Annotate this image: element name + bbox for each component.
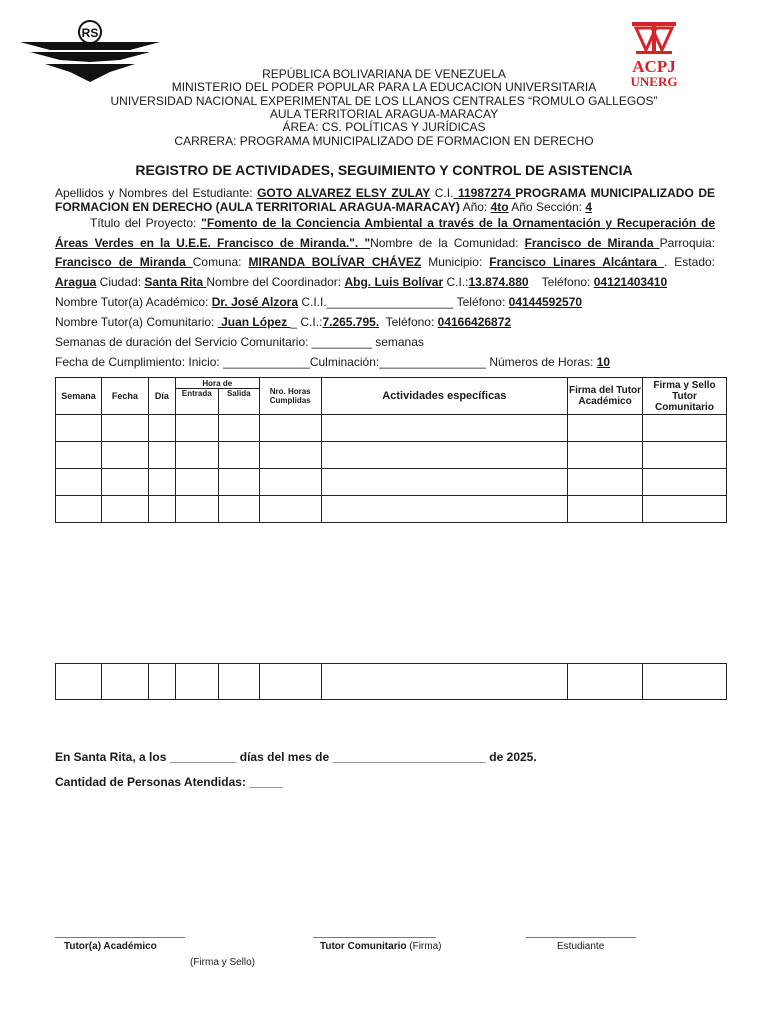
table-cell[interactable] [259,415,321,442]
community-value: Francisco de Miranda [524,235,660,250]
table-cell[interactable] [218,442,259,469]
table-cell[interactable] [568,415,643,442]
logo-left-text: RS [81,26,99,40]
table-cell[interactable] [101,664,148,700]
col-header-dia: Día [148,378,175,415]
tutor-community-tel-label: Teléfono: [379,315,438,329]
coordinator-tel-label: Teléfono: [528,274,594,289]
table-row [56,496,727,523]
activities-table [55,377,727,523]
table-row [56,415,727,442]
section-value: 4 [585,200,592,214]
coordinator-name: Abg. Luis Bolívar [344,274,444,289]
signature-label-firma-sello: (Firma y Sello) [190,957,256,968]
project-title: "Fomento de la Conciencia Ambiental a través de la Ornamentación y Recuperación de Áreas Verdes en la U.E.E. Francisco de Miranda.". " [55,216,716,250]
table-row [56,442,727,469]
col-header-fecha: Fecha [101,378,148,415]
table-cell[interactable] [101,415,148,442]
table-cell[interactable] [321,664,568,700]
table-cell[interactable] [259,496,321,523]
table-cell[interactable] [218,664,259,700]
student-label: Apellidos y Nombres del Estudiante: [55,186,258,200]
tutor-academic-line [55,293,715,313]
header-line-4: AULA TERRITORIAL ARAGUA-MARACAY [269,107,499,121]
hours-value: 10 [596,355,611,369]
dates-text: Fecha de Cumplimiento: Inicio: _____________Culminación:________________ Números de Horas: [55,355,597,369]
project-info-paragraph [55,214,715,292]
tutor-community-line [55,313,715,333]
signature-line-estudiante [526,937,636,938]
comuna-label: Comuna: [192,255,249,269]
header-line-1: REPÚBLICA BOLIVARIANA DE VENEZUELA [262,67,506,81]
table-cell[interactable] [259,442,321,469]
tutor-community-tel: 04166426872 [437,315,512,329]
table-cell[interactable] [259,664,321,700]
weeks-line: Semanas de duración del Servicio Comunitario: _________ semanas [55,335,424,349]
table-cell[interactable] [148,496,175,523]
table-cell[interactable] [148,664,175,700]
col-header-nro-horas: Nro. Horas Cumplidas [259,378,321,415]
col-header-firma-tutor: Firma del Tutor Académico [568,378,643,415]
table-cell[interactable] [56,442,102,469]
col-header-entrada: Entrada [175,389,218,415]
table-cell[interactable] [56,415,102,442]
table-row [56,664,727,700]
program-name: PROGRAMA MUNICIPALIZADO DE FORMACION EN DERECHO [55,186,715,214]
table-cell[interactable] [56,664,102,700]
table-cell[interactable] [643,442,727,469]
tutor-academic-label: Nombre Tutor(a) Académico: [55,295,212,309]
col-header-firma-sello: Firma y Sello Tutor Comunitario [643,378,727,415]
table-cell[interactable] [56,469,102,496]
header-line-5: ÁREA: CS. POLÍTICAS Y JURÍDICAS [282,120,486,134]
col-header-semana: Semana [56,378,102,415]
header-line-6: CARRERA: PROGRAMA MUNICIPALIZADO DE FORMACION EN DERECHO [174,134,594,148]
tutor-comunitario-text: Tutor Comunitario [320,941,407,952]
col-header-hora-de: Hora de [175,378,259,389]
col-header-salida: Salida [218,389,259,415]
table-cell[interactable] [56,496,102,523]
table-cell[interactable] [321,496,567,523]
dates-line [55,353,715,373]
table-cell[interactable] [101,496,148,523]
table-cell[interactable] [568,496,643,523]
place-date-line: En Santa Rita, a los __________ días del mes de _______________________ de 2025. [55,750,537,764]
table-cell[interactable] [218,469,259,496]
table-cell[interactable] [259,469,321,496]
table-cell[interactable] [643,415,727,442]
table-cell[interactable] [148,415,175,442]
coordinator-tel: 04121403410 [593,274,668,289]
municipio-label: Municipio: [421,255,490,269]
table-cell[interactable] [643,496,727,523]
table-cell[interactable] [218,415,259,442]
table-cell[interactable] [175,442,218,469]
aula-name: (AULA TERRITORIAL ARAGUA-MARACAY) [212,200,460,214]
firma-text: (Firma) [406,941,442,952]
signature-label-tutor-academico: Tutor(a) Académico [64,941,157,952]
tutor-community-ci: 7.265.795. [322,315,380,329]
coordinator-ci: 13.874.880 [468,274,529,289]
table-cell[interactable] [175,496,218,523]
table-cell[interactable] [101,469,148,496]
tutor-academic-tel-label: Teléfono: [453,295,509,309]
parish-label: Parroquia: [659,235,716,250]
student-info-paragraph [55,186,715,214]
table-cell[interactable] [321,415,567,442]
ciudad-value: Santa Rita [144,274,207,289]
signature-line-tutor-comunitario [313,937,436,938]
people-attended-line: Cantidad de Personas Atendidas: _____ [55,775,283,789]
table-cell[interactable] [148,442,175,469]
student-name: GOTO ALVAREZ ELSY ZULAY [257,186,431,200]
document-title: REGISTRO DE ACTIVIDADES, SEGUIMIENTO Y CONTROL DE ASISTENCIA [135,162,633,178]
table-cell[interactable] [175,415,218,442]
table-row [56,469,727,496]
project-label: Título del Proyecto: [90,216,202,230]
signature-label-estudiante: Estudiante [557,941,605,952]
tutor-community-ci-label: _ C.I.: [290,315,323,329]
table-cell[interactable] [321,469,567,496]
tutor-community-label: Nombre Tutor(a) Comunitario: [55,315,218,329]
table-cell[interactable] [568,442,643,469]
tutor-academic-ci-label: C.I.I. [298,295,327,309]
year-value: 4to [490,200,509,214]
parish-value: Francisco de Miranda [55,255,193,269]
coordinator-ci-label: C.I.: [443,274,469,289]
signature-line-tutor-academico [55,937,185,938]
estado-value: Aragua [55,274,97,289]
municipio-value: Francisco Linares Alcántara [489,255,664,269]
col-header-actividades: Actividades específicas [321,378,567,415]
logo-acpj-text: ACPJ [632,57,676,76]
signature-label-tutor-comunitario [320,941,441,952]
section-label: Año Sección: [508,200,586,214]
activities-table-continuation [55,663,727,700]
table-cell[interactable] [175,469,218,496]
table-cell[interactable] [643,469,727,496]
tutor-community-name: Juan López [217,315,291,329]
table-cell[interactable] [568,664,643,700]
community-label: Nombre de la Comunidad: [370,235,525,250]
estado-label: . Estado: [663,255,716,269]
table-cell[interactable] [101,442,148,469]
ci-label: C.I. [430,186,454,200]
table-cell[interactable] [643,664,727,700]
table-cell[interactable] [218,496,259,523]
year-label: Año: [459,200,491,214]
logo-unerg-text: UNERG [630,74,678,89]
ciudad-label: Ciudad: [96,274,145,289]
header-line-2: MINISTERIO DEL PODER POPULAR PARA LA EDUCACION UNIVERSITARIA [171,80,597,94]
ci-value: 11987274 [453,186,516,200]
tutor-academic-ci-blank: ___________________ [326,295,454,309]
tutor-academic-name: Dr. José Alzora [211,295,298,309]
comuna-value: MIRANDA BOLÍVAR CHÁVEZ [248,255,422,269]
table-cell[interactable] [568,469,643,496]
table-cell[interactable] [321,442,567,469]
tutor-academic-tel: 04144592570 [508,295,583,309]
table-cell[interactable] [175,664,218,700]
table-cell[interactable] [148,469,175,496]
header-line-3: UNIVERSIDAD NACIONAL EXPERIMENTAL DE LOS LLANOS CENTRALES “ROMULO GALLEGOS” [110,94,658,108]
coordinator-label: Nombre del Coordinador: [206,274,345,289]
